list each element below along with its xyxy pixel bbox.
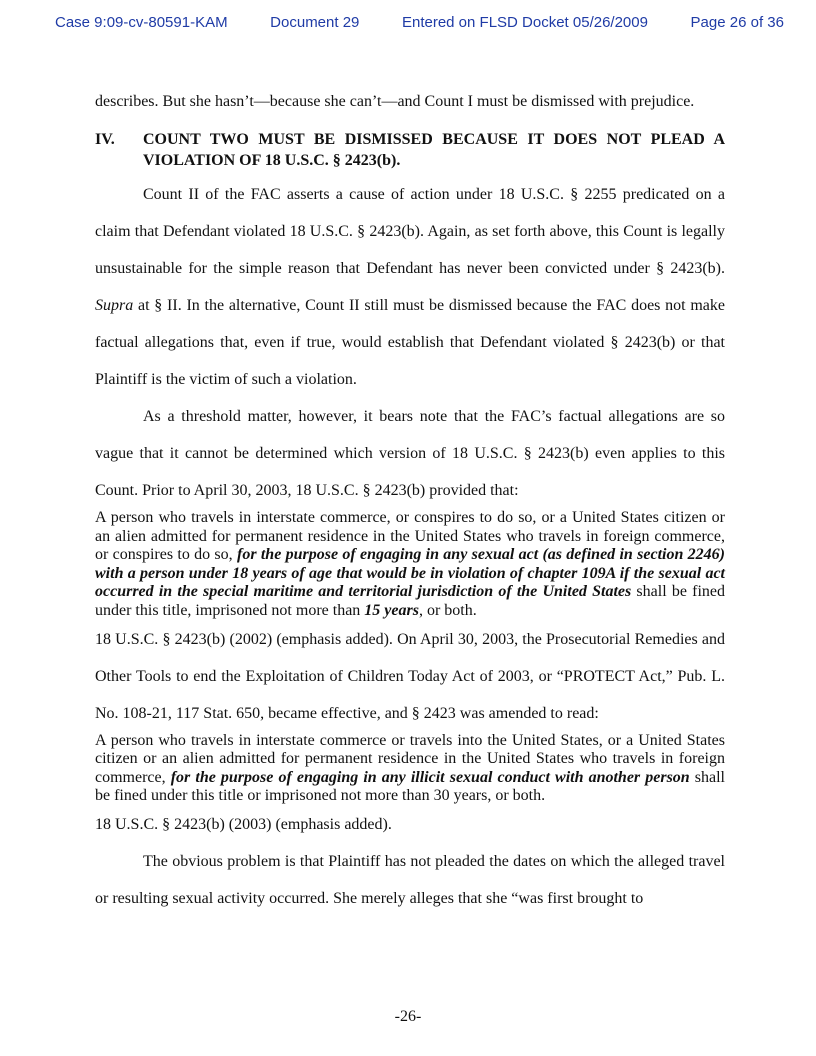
emphasized-text: for the purpose of engaging in any illicit sexual conduct with another person: [170, 768, 690, 786]
body-text: The obvious problem is that Plaintiff has not pleaded the dates on which the alleged travel or resulting sexual activity occurred. She merely alleges that she “was first brought to: [95, 852, 725, 907]
document-body: [95, 83, 725, 917]
docket-page-info: Page 26 of 36: [690, 14, 784, 31]
body-text: 18 U.S.C. § 2423(b) (2002) (emphasis added). On April 30, 2003, the Prosecutorial Remedies and Other Tools to end the Exploitation of Children Today Act of 2003, or “PROTECT Act,” Pub. L. No. 108-21, 117 Stat. 650, became effective, and § 2423 was amended to read:: [95, 630, 725, 722]
body-text: 18 U.S.C. § 2423(b) (2003) (emphasis added).: [95, 815, 392, 833]
body-text: Count II of the FAC asserts a cause of action under 18 U.S.C. § 2255 predicated on a claim that Defendant violated 18 U.S.C. § 2423(b). Again, as set forth above, this Count is legally unsustainable for the simple reason that Defendant has never been convicted under § 2423(b).: [95, 186, 725, 277]
paragraph: [95, 176, 725, 398]
body-text: , or both.: [418, 601, 477, 619]
body-text: describes. But she hasn’t—because she can’t—and Count I must be dismissed with prejudice.: [95, 93, 695, 110]
paragraph: [95, 843, 725, 917]
paragraph: [95, 398, 725, 509]
emphasized-text: Supra: [95, 297, 134, 314]
section-number: IV.: [95, 131, 115, 148]
body-text: As a threshold matter, however, it bears note that the FAC’s factual allegations are so vague that it cannot be determined which version of 18 U.S.C. § 2423(b) even applies to this Count. Prior to April 30, 2003, 18 U.S.C. § 2423(b) provided that:: [95, 408, 725, 499]
docket-entry-info: Entered on FLSD Docket 05/26/2009: [401, 14, 648, 31]
paragraph: [95, 621, 725, 732]
docket-case-number: Case 9:09-cv-80591-KAM: [55, 14, 228, 31]
docket-document-number: Document 29: [270, 14, 360, 31]
page-number-footer: -26-: [394, 1008, 422, 1025]
body-text: shall be fined under this title or imprisoned not more than 30 years, or both.: [95, 768, 725, 805]
body-text: A person who travels in interstate commerce, or conspires to do so, or a United States citizen or an alien admitted for permanent residence in the United States who travels in foreign commerce, or conspires to do so,: [95, 509, 725, 564]
body-text: shall be fined under this title, imprisoned not more than: [95, 583, 725, 619]
paragraph: [95, 806, 725, 843]
emphasized-text: 15 years: [364, 601, 419, 619]
docket-header: [55, 14, 784, 31]
emphasized-text: for the purpose of engaging in any sexual act (as defined in section 2246) with a person under 18 years of age that would be in violation of chapter 109A if the sexual act occurred in the special maritime and territorial jurisdiction of the United States: [95, 546, 725, 601]
body-text: at § II. In the alternative, Count II still must be dismissed because the FAC does not make factual allegations that, even if true, would establish that Defendant violated § 2423(b) or that Plaintiff is the victim of such a violation.: [95, 297, 725, 388]
section-heading-text: [143, 131, 725, 169]
block-quote: [95, 732, 725, 806]
body-text: COUNT TWO MUST BE DISMISSED BECAUSE IT DOES NOT PLEAD A VIOLATION OF 18 U.S.C. § 2423(b).: [143, 131, 725, 169]
block-quote: [95, 509, 725, 621]
paragraph: [95, 83, 725, 120]
section-heading: [95, 129, 725, 171]
body-text: A person who travels in interstate commerce or travels into the United States, or a United States citizen or an alien admitted for permanent residence in the United States who travels in foreign commerce,: [95, 731, 725, 786]
